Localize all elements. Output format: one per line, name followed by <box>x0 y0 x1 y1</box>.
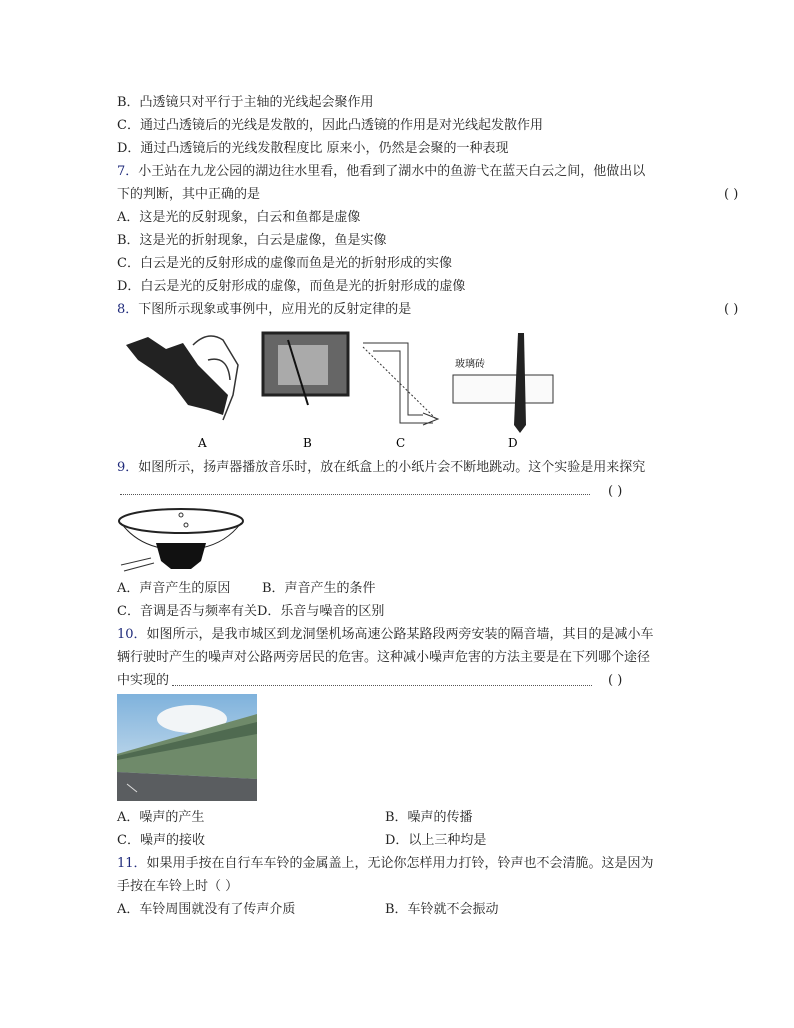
q7-option-d: D．白云是光的反射形成的虚像，而鱼是光的折射形成的虚像 <box>117 279 466 294</box>
q8-figure <box>118 325 568 455</box>
figure-label-d: D <box>508 436 518 450</box>
q7-option-a: A．这是光的反射现象，白云和鱼都是虚像 <box>117 210 361 225</box>
q9-option-b: B．声音产生的条件 <box>262 581 376 596</box>
q9-options-cd <box>117 604 384 620</box>
q10-option-a: A．噪声的产生 <box>117 810 205 825</box>
q7-text1: 小王站在九龙公园的湖边往水里看，他看到了湖水中的鱼游弋在蓝天白云之间，他做出以 <box>138 164 646 179</box>
q11-stem-line2: 手按在车铃上时（ ） <box>117 879 239 894</box>
q6-option-d: D．通过凸透镜后的光线发散程度比 原来小，仍然是会聚的一种表现 <box>117 141 509 156</box>
q10-answer-paren: ( ) <box>608 673 623 688</box>
figure-a-shadow-puppet <box>126 336 238 420</box>
q9-option-c: C．音调是否与频率有关 <box>117 604 257 619</box>
q8-stem <box>117 302 411 318</box>
q10-option-d: D．以上三种均是 <box>385 833 487 848</box>
q8-answer-paren: ( ) <box>724 302 739 317</box>
q10-stem-line3: 中实现的 <box>117 673 170 688</box>
q10-stem-line2: 辆行驶时产生的噪声对公路两旁居民的危害。这种减小噪声危害的方法主要是在下列哪个途径 <box>117 650 651 665</box>
q9-option-d: D．乐音与噪音的区别 <box>256 604 385 619</box>
q9-dotted-leader <box>120 494 590 495</box>
figure-b-mirror <box>263 333 348 405</box>
q9-stem <box>117 460 645 476</box>
q10-option-c: C．噪声的接收 <box>117 833 205 848</box>
figure-d-glass-brick <box>453 333 553 433</box>
q9-text: 如图所示，扬声器播放音乐时，放在纸盒上的小纸片会不断地跳动。这个实验是用来探究 <box>138 460 646 475</box>
q10-option-b: B．噪声的传播 <box>385 810 473 825</box>
q11-stem-line1 <box>117 856 654 872</box>
q10-text1: 如图所示，是我市城区到龙洞堡机场高速公路某路段两旁安装的隔音墙，其目的是减小车 <box>146 627 654 642</box>
q9-answer-paren: ( ) <box>608 484 623 499</box>
figure-label-b: B <box>303 436 312 450</box>
q9-speaker-figure <box>116 503 251 575</box>
q9-option-a: A．声音产生的原因 <box>117 581 231 596</box>
q6-option-b: B．凸透镜只对平行于主轴的光线起会聚作用 <box>117 95 374 110</box>
glass-brick-label: 玻璃砖 <box>455 359 485 370</box>
q10-dotted-leader <box>172 685 592 686</box>
figure-label-a: A <box>198 436 207 450</box>
q8-text: 下图所示现象或事例中，应用光的反射定律的是 <box>138 302 412 317</box>
q6-option-c: C．通过凸透镜后的光线是发散的，因此凸透镜的作用是对光线起发散作用 <box>117 118 543 133</box>
q7-answer-paren: ( ) <box>724 187 739 202</box>
q11-text1: 如果用手按在自行车车铃的金属盖上，无论你怎样用力打铃，铃声也不会清脆。这是因为 <box>146 856 654 871</box>
q10-stem-line1 <box>117 627 654 643</box>
q11-number: 11． <box>117 856 147 871</box>
q10-sound-barrier-photo <box>117 694 257 801</box>
figure-label-c: C <box>396 436 406 450</box>
q7-stem-line1 <box>117 164 645 180</box>
q7-option-b: B．这是光的折射现象，白云是虚像，鱼是实像 <box>117 233 387 248</box>
q7-stem-line2: 下的判断，其中正确的是 <box>117 187 261 202</box>
q7-number: 7． <box>117 164 139 179</box>
q7-option-c: C．白云是光的反射形成的虚像而鱼是光的折射形成的实像 <box>117 256 452 271</box>
q9-number: 9． <box>117 460 139 475</box>
q11-option-b: B．车铃就不会振动 <box>385 902 499 917</box>
figure-c-periscope <box>363 343 438 425</box>
q10-number: 10． <box>117 627 147 642</box>
q8-number: 8． <box>117 302 139 317</box>
q11-option-a: A．车铃周围就没有了传声介质 <box>117 902 296 917</box>
